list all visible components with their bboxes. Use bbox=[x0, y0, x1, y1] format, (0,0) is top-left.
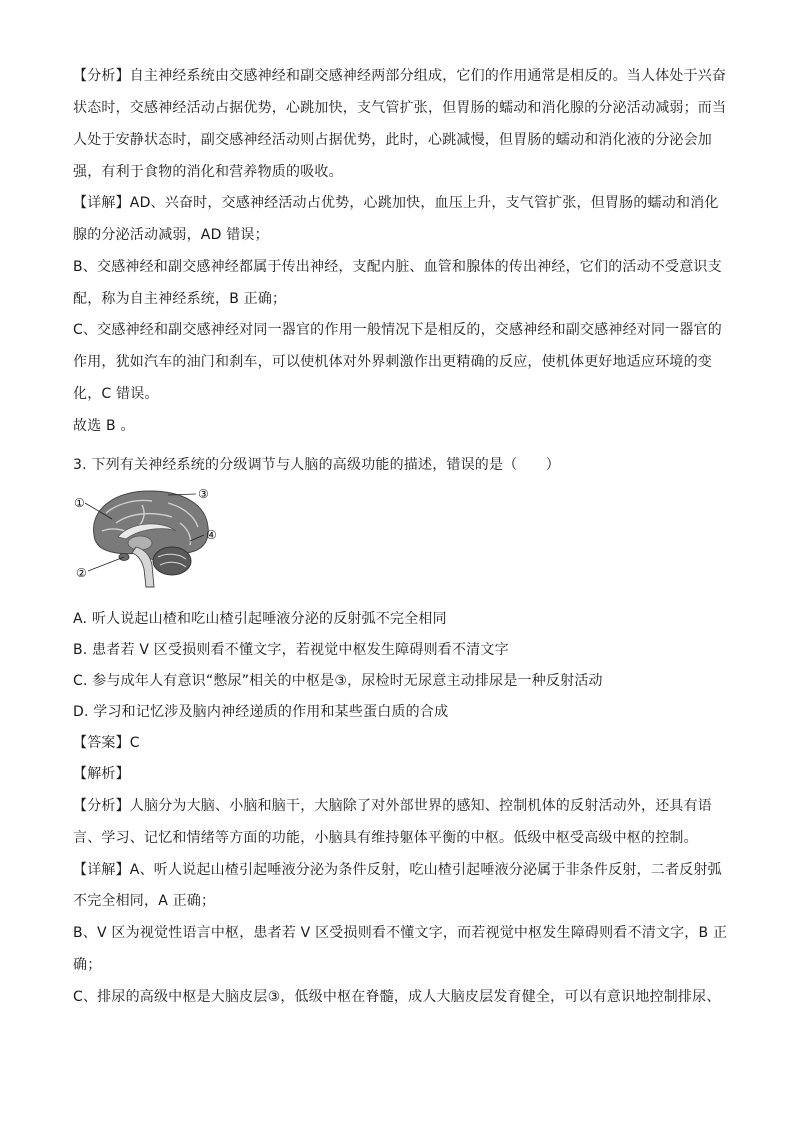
paragraph-line: 故选 B 。 bbox=[73, 418, 135, 434]
answer: 【答案】C bbox=[73, 735, 140, 751]
paragraph-line: 化，C 错误。 bbox=[73, 386, 159, 402]
paragraph-line: 【详解】AD、兴奋时，交感神经活动占优势，心跳加快，血压上升，支气管扩张，但胃肠的蠕动和消化 bbox=[73, 195, 719, 211]
figure-label-3: ③ bbox=[198, 487, 209, 501]
option-b: B. 患者若 V 区受损则看不懂文字，若视觉中枢发生障碍则看不清文字 bbox=[73, 642, 509, 658]
paragraph-line: 作用，犹如汽车的油门和刹车，可以使机体对外界刺激作出更精确的反应，使机体更好地适应环境的变 bbox=[73, 354, 712, 370]
analysis-line: 不完全相同，A 正确； bbox=[73, 893, 216, 909]
option-a: A. 听人说起山楂和吃山楂引起唾液分泌的反射弧不完全相同 bbox=[73, 611, 447, 627]
paragraph-line: 腺的分泌活动减弱，AD 错误； bbox=[73, 227, 269, 243]
paragraph-line: 状态时，交感神经活动占据优势，心跳加快，支气管扩张，但胃肠的蠕动和消化腺的分泌活动减弱；而当 bbox=[73, 100, 727, 116]
brain-sagittal-figure bbox=[72, 483, 220, 591]
paragraph-line: C、交感神经和副交感神经对同一器官的作用一般情况下是相反的，交感神经和副交感神经对同一器官的 bbox=[73, 322, 722, 338]
paragraph-line: 【分析】自主神经系统由交感神经和副交感神经两部分组成，它们的作用通常是相反的。当人体处于兴奋 bbox=[73, 68, 727, 84]
analysis-line: 言、学习、记忆和情绪等方面的功能，小脑具有维持躯体平衡的中枢。低级中枢受高级中枢的控制。 bbox=[73, 830, 698, 846]
figure-label-2: ② bbox=[76, 566, 87, 580]
analysis-line: 确； bbox=[73, 957, 102, 973]
analysis-line: C、排尿的高级中枢是大脑皮层③，低级中枢在脊髓，成人大脑皮层发育健全，可以有意识地控制排尿、 bbox=[73, 989, 721, 1005]
figure-label-1: ① bbox=[74, 496, 85, 510]
paragraph-line: 人处于安静状态时，副交感神经活动则占据优势，此时，心跳减慢，但胃肠的蠕动和消化液的分泌会加 bbox=[73, 132, 712, 148]
analysis-heading: 【解析】 bbox=[73, 766, 130, 782]
option-c: C. 参与成年人有意识“憋尿”相关的中枢是③，尿检时无尿意主动排尿是一种反射活动 bbox=[73, 673, 603, 689]
paragraph-line: B、交感神经和副交感神经都属于传出神经，支配内脏、血管和腺体的传出神经，它们的活动不受意识支 bbox=[73, 259, 722, 275]
figure-label-4: ④ bbox=[206, 528, 217, 542]
option-d: D. 学习和记忆涉及脑内神经递质的作用和某些蛋白质的合成 bbox=[73, 704, 449, 720]
analysis-line: 【分析】人脑分为大脑、小脑和脑干，大脑除了对外部世界的感知、控制机体的反射活动外，还具有语 bbox=[73, 798, 712, 814]
analysis-line: B、V 区为视觉性语言中枢，患者若 V 区受损则看不懂文字，而若视觉中枢发生障碍则看不清文字，B 正 bbox=[73, 925, 728, 941]
paragraph-line: 配，称为自主神经系统，B 正确； bbox=[73, 291, 287, 307]
paragraph-line: 强，有利于食物的消化和营养物质的吸收。 bbox=[73, 164, 343, 180]
analysis-line: 【详解】A、听人说起山楂引起唾液分泌为条件反射，吃山楂引起唾液分泌属于非条件反射，二者反射弧 bbox=[73, 862, 722, 878]
question-stem: 3. 下列有关神经系统的分级调节与人脑的高级功能的描述，错误的是（ ） bbox=[73, 457, 561, 473]
